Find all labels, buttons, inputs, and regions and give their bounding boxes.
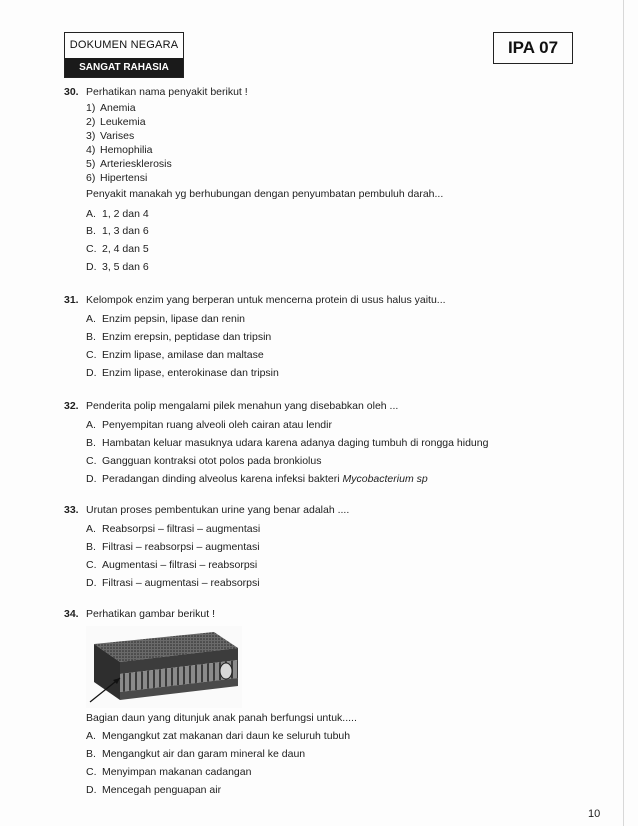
question-stem: Kelompok enzim yang berperan untuk mencerna protein di usus halus yaitu... bbox=[86, 294, 446, 306]
answer-option[interactable]: A. Mengangkut zat makanan dari daun ke seluruh tubuh bbox=[86, 730, 351, 742]
question-number: 34. bbox=[64, 608, 79, 620]
answer-option[interactable]: D. 3, 5 dan 6 bbox=[86, 261, 149, 273]
answer-option[interactable]: C. Enzim lipase, amilase dan maltase bbox=[86, 349, 264, 361]
answer-option[interactable]: B. Mengangkut air dan garam mineral ke daun bbox=[86, 748, 306, 760]
answer-option[interactable]: A. Enzim pepsin, lipase dan renin bbox=[86, 313, 246, 325]
list-item: 3) Varises bbox=[86, 130, 135, 142]
question-number: 31. bbox=[64, 294, 79, 306]
subject-code: IPA 07 bbox=[493, 32, 573, 64]
question-stem: Penderita polip mengalami pilek menahun yang disebabkan oleh ... bbox=[86, 400, 399, 412]
leaf-cross-section-image bbox=[86, 626, 242, 708]
question-text: Penyakit manakah yg berhubungan dengan penyumbatan pembuluh darah... bbox=[86, 188, 444, 200]
question-stem: Perhatikan gambar berikut ! bbox=[86, 608, 215, 620]
question-number: 33. bbox=[64, 504, 79, 516]
answer-option[interactable]: D. Filtrasi – augmentasi – reabsorpsi bbox=[86, 577, 260, 589]
answer-option[interactable]: C. Menyimpan makanan cadangan bbox=[86, 766, 252, 778]
answer-option[interactable]: A. Penyempitan ruang alveoli oleh cairan atau lendir bbox=[86, 419, 332, 431]
answer-option[interactable]: B. Enzim erepsin, peptidase dan tripsin bbox=[86, 331, 272, 343]
question-number: 32. bbox=[64, 400, 79, 412]
answer-option[interactable]: A. 1, 2 dan 4 bbox=[86, 208, 149, 220]
answer-option[interactable]: C. Gangguan kontraksi otot polos pada bronkiolus bbox=[86, 455, 322, 467]
answer-option[interactable]: A. Reabsorpsi – filtrasi – augmentasi bbox=[86, 523, 261, 535]
italic-term: Mycobacterium sp bbox=[342, 473, 428, 485]
list-item: 1) Anemia bbox=[86, 102, 136, 114]
list-item: 2) Leukemia bbox=[86, 116, 146, 128]
list-item: 5) Arteriesklerosis bbox=[86, 158, 172, 170]
answer-option[interactable]: C. Augmentasi – filtrasi – reabsorpsi bbox=[86, 559, 258, 571]
list-item: 4) Hemophilia bbox=[86, 144, 153, 156]
answer-option[interactable]: C. 2, 4 dan 5 bbox=[86, 243, 149, 255]
answer-option[interactable]: D. Enzim lipase, enterokinase dan tripsin bbox=[86, 367, 279, 379]
answer-option[interactable]: B. Hambatan keluar masuknya udara karena adanya daging tumbuh di rongga hidung bbox=[86, 437, 489, 449]
secret-label: SANGAT RAHASIA bbox=[65, 58, 183, 77]
page-number: 10 bbox=[588, 808, 601, 820]
question-stem: Perhatikan nama penyakit berikut ! bbox=[86, 86, 248, 98]
question-text: Bagian daun yang ditunjuk anak panah berfungsi untuk..... bbox=[86, 712, 357, 724]
question-stem: Urutan proses pembentukan urine yang benar adalah .... bbox=[86, 504, 350, 516]
answer-option[interactable]: B. 1, 3 dan 6 bbox=[86, 225, 149, 237]
document-type-label: DOKUMEN NEGARA bbox=[69, 39, 179, 51]
answer-option[interactable]: D. Peradangan dinding alveolus karena infeksi bakteri Mycobacterium sp bbox=[86, 473, 428, 485]
answer-option[interactable]: B. Filtrasi – reabsorpsi – augmentasi bbox=[86, 541, 260, 553]
page-edge-line bbox=[623, 0, 624, 826]
question-number: 30. bbox=[64, 86, 79, 98]
document-classification-box bbox=[64, 32, 184, 78]
list-item: 6) Hipertensi bbox=[86, 172, 148, 184]
answer-option[interactable]: D. Mencegah penguapan air bbox=[86, 784, 222, 796]
